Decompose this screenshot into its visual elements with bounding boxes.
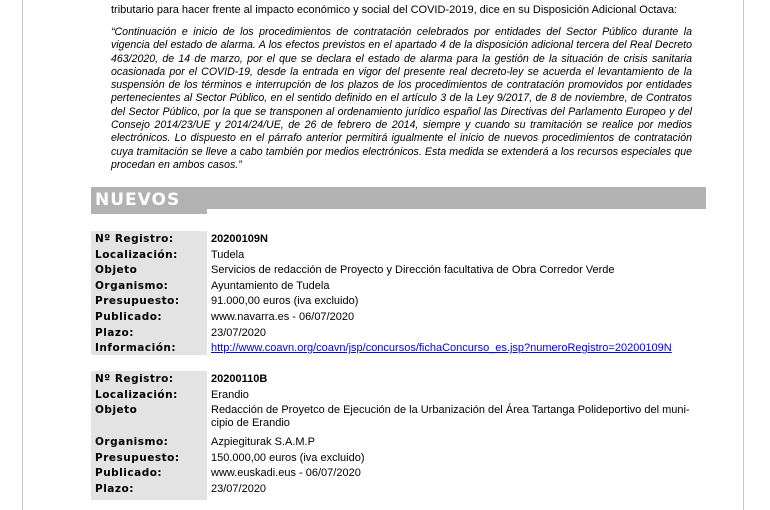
label-organismo: Organismo: (95, 436, 169, 448)
label-publicado: Publicado: (95, 467, 163, 480)
value-registro: 20200109N (211, 233, 268, 245)
value-organismo: Azpiegiturak S.A.M.P (211, 436, 315, 448)
informacion-link[interactable]: http://www.coavn.org/coavn/jsp/concursos/fichaConcurso_es.jsp?numeroRegistro=20200109N (211, 342, 672, 355)
value-presupuesto: 91.000,00 euros (iva excluido) (211, 295, 359, 308)
value-localizacion: Tudela (211, 248, 245, 261)
label-registro: Nº Registro: (95, 373, 174, 385)
value-plazo: 23/07/2020 (211, 326, 267, 339)
value-objeto (211, 404, 691, 430)
intro-paragraph: tributario para hacer frente al impacto económico y social del COVID-2019, dice en su Disposición Adicional Octava: (111, 4, 678, 16)
section-header-nuevos (91, 187, 706, 214)
value-organismo: Ayuntamiento de Tudela (211, 279, 330, 292)
value-publicado: www.euskadi.eus - 06/07/2020 (211, 467, 361, 480)
label-objeto: Objeto (95, 404, 138, 417)
value-objeto-line1: Redacción de Proyetco de Ejecución de la Urbanización del Área Tartanga Polideportivo del muni- (211, 404, 690, 417)
label-publicado: Publicado: (95, 311, 163, 323)
value-objeto: Servicios de redacción de Proyecto y Dirección facultativa de Obra Corredor Verde (211, 264, 615, 277)
value-publicado: www.navarra.es - 06/07/2020 (211, 311, 355, 323)
label-presupuesto: Presupuesto: (95, 295, 180, 308)
label-organismo: Organismo: (95, 279, 169, 292)
label-localizacion: Localización: (95, 248, 178, 261)
decree-quote: “Continuación e inicio de los procedimientos de contratación celebrados por entidades del Sector Público durante la vigencia del estado de alarma. A los efectos previstos en el apartado 4 de la disposición adicional tercera del Real Decreto 463/2020, de 14 de marzo, por el que se declara el estado de alarma para la gestión de la situación de crisis sanitaria ocasionada por el COVID-19, desde la entrada en vigor del presente real decreto-ley se acuerda el levantamiento de la suspensión de los términos e interrupción de los plazos de los procedimientos de contratación promovidos por entidades pertenecientes al Sector Público, en el sentido definido en el artículo 3 de la Ley 9/2017, de 8 de noviembre, de Contratos del Sector Público, por la que se transponen al ordenamiento jurídico español las Directivas del Parlamento Europeo y del Consejo 2014/23/UE y 2014/24/UE, de 26 de febrero de 2014, siempre y cuando su tramitación se realice por medios electrónicos. Lo dispuesto en el párrafo anterior permitirá igualmente el inicio de nuevos procedimientos de contratación cuya tramitación se lleve a cabo también por medios electrónicos. Esta medida se extenderá a los recursos especiales que procedan en ambos casos.” (111, 26, 692, 171)
value-informacion (211, 342, 691, 355)
value-presupuesto: 150.000,00 euros (iva excluido) (211, 451, 365, 464)
label-localizacion: Localización: (95, 388, 178, 401)
value-plazo: 23/07/2020 (211, 482, 267, 495)
header-divider (207, 209, 706, 214)
label-objeto: Objeto (95, 264, 138, 277)
label-presupuesto: Presupuesto: (95, 451, 180, 464)
label-plazo: Plazo: (95, 482, 134, 495)
value-objeto-line2: cipio de Erandio (211, 417, 290, 430)
label-registro: Nº Registro: (95, 233, 174, 245)
value-registro: 20200110B (211, 373, 268, 385)
label-plazo: Plazo: (95, 326, 134, 339)
section-title: NUEVOS (95, 190, 181, 210)
value-localizacion: Erandio (211, 388, 249, 401)
label-informacion: Información: (95, 342, 177, 355)
